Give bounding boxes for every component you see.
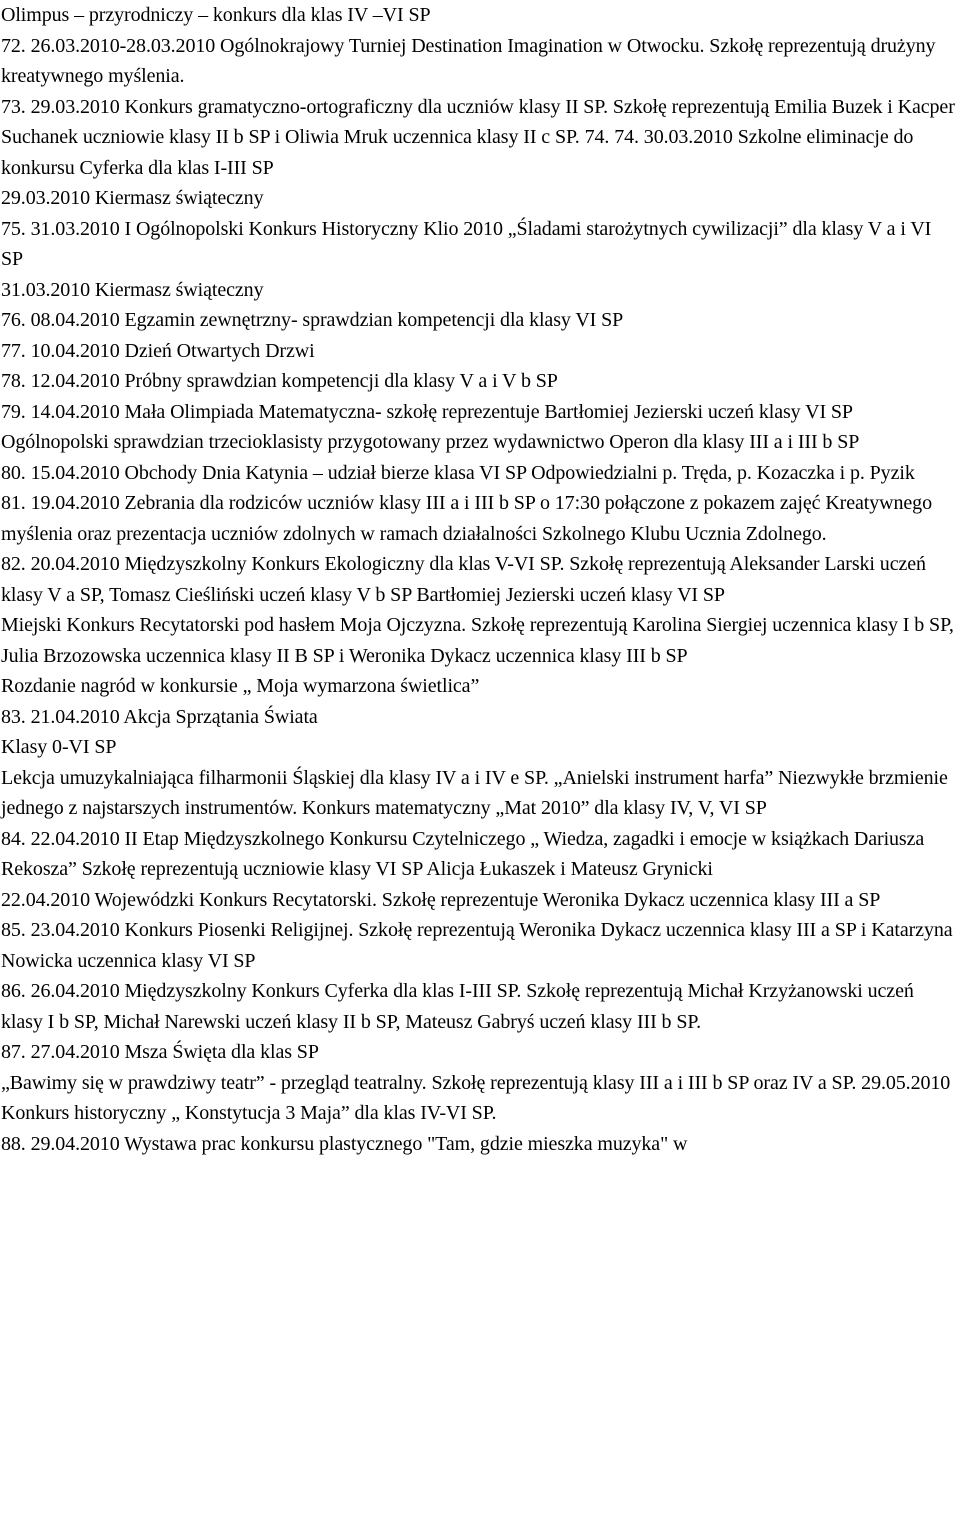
paragraph-sprawdzian-operon: Ogólnopolski sprawdzian trzecioklasisty przygotowany przez wydawnictwo Operon dla klasy III a i III b SP <box>1 431 860 453</box>
paragraph-item-82: 82. 20.04.2010 Międzyszkolny Konkurs Ekologiczny dla klas V-VI SP. Szkołę reprezentują Aleksander Larski uczeń klasy V a SP, Tomasz Cieśliński uczeń klasy V b SP Bartłomiej Jezierski uczeń klasy VI SP <box>1 553 926 606</box>
paragraph-item-88: 88. 29.04.2010 Wystawa prac konkursu plastycznego "Tam, gdzie mieszka muzyka" w <box>1 1132 688 1155</box>
paragraph-wojewodzki-konkurs: 22.04.2010 Wojewódzki Konkurs Recytatorski. Szkołę reprezentuje Weronika Dykacz uczennica klasy III a SP <box>1 888 881 911</box>
paragraph-kiermasz-31: 31.03.2010 Kiermasz świąteczny <box>1 278 264 301</box>
paragraph-item-76: 76. 08.04.2010 Egzamin zewnętrzny- sprawdzian kompetencji dla klasy VI SP <box>1 309 624 331</box>
paragraph-item-85: 85. 23.04.2010 Konkurs Piosenki Religijnej. Szkołę reprezentują Weronika Dykacz uczennica klasy III a SP i Katarzyna Nowicka uczennica klasy VI SP <box>1 919 953 972</box>
paragraph-item-79: 79. 14.04.2010 Mała Olimpiada Matematyczna- szkołę reprezentuje Bartłomiej Jezierski uczeń klasy VI SP <box>1 400 853 423</box>
paragraph-item-84: 84. 22.04.2010 II Etap Międzyszkolnego Konkursu Czytelniczego „ Wiedza, zagadki i emocje w książkach Dariusza Rekosza” Szkołę reprezentują uczniowie klasy VI SP Alicja Łukaszek i Mateusz Grynicki <box>1 827 925 880</box>
paragraph-kiermasz-29: 29.03.2010 Kiermasz świąteczny <box>1 187 264 209</box>
paragraph-item-72: 72. 26.03.2010-28.03.2010 Ogólnokrajowy Turniej Destination Imagination w Otwocku. Szkołę reprezentują drużyny kreatywnego myślenia. <box>1 34 936 87</box>
paragraph-item-78: 78. 12.04.2010 Próbny sprawdzian kompetencji dla klasy V a i V b SP <box>1 370 558 392</box>
paragraph-item-73-74: 73. 29.03.2010 Konkurs gramatyczno-ortograficzny dla uczniów klasy II SP. Szkołę reprezentują Emilia Buzek i Kacper Suchanek uczniowie klasy II b SP i Oliwia Mruk uczennica klasy II c SP. 74. 74. 30.03.2010 Szkolne eliminacje do konkursu Cyferka dla klas I-III SP <box>1 95 955 179</box>
paragraph-item-75: 75. 31.03.2010 I Ogólnopolski Konkurs Historyczny Klio 2010 „Śladami starożytnych cywilizacji” dla klasy V a i VI SP <box>1 217 932 270</box>
paragraph-bawimy-sie: „Bawimy się w prawdziwy teatr” - przegląd teatralny. Szkołę reprezentują klasy III a i III b SP oraz IV a SP. 29.05.2010 Konkurs historyczny „ Konstytucja 3 Maja” dla klas IV-VI SP. <box>1 1071 951 1124</box>
paragraph-item-81: 81. 19.04.2010 Zebrania dla rodziców uczniów klasy III a i III b SP o 17:30 połączone z pokazem zajęć Kreatywnego myślenia oraz prezentacja uczniów zdolnych w ramach działalności Szkolnego Klubu Ucznia Zdolnego. <box>1 492 932 545</box>
paragraph-miejski-konkurs: Miejski Konkurs Recytatorski pod hasłem Moja Ojczyzna. Szkołę reprezentują Karolina Siergiej uczennica klasy I b SP, Julia Brzozowska uczennica klasy II B SP i Weronika Dykacz uczennica klasy III b SP <box>1 614 954 667</box>
paragraph-item-83: 83. 21.04.2010 Akcja Sprzątania Świata <box>1 705 318 728</box>
paragraph-olimpus: Olimpus – przyrodniczy – konkurs dla klas IV –VI SP <box>1 4 431 26</box>
paragraph-item-77: 77. 10.04.2010 Dzień Otwartych Drzwi <box>1 339 315 362</box>
paragraph-item-87: 87. 27.04.2010 Msza Święta dla klas SP <box>1 1041 319 1063</box>
paragraph-item-80: 80. 15.04.2010 Obchody Dnia Katynia – udział bierze klasa VI SP Odpowiedzialni p. Tręda, p. Kozaczka i p. Pyzik <box>1 461 915 484</box>
paragraph-item-86: 86. 26.04.2010 Międzyszkolny Konkurs Cyferka dla klas I-III SP. Szkołę reprezentują Michał Krzyżanowski uczeń klasy I b SP, Michał Narewski uczeń klasy II b SP, Mateusz Gabryś uczeń klasy III b SP. <box>1 980 914 1033</box>
paragraph-rozdanie-nagrod: Rozdanie nagród w konkursie „ Moja wymarzona świetlica” <box>1 675 480 697</box>
paragraph-lekcja-filharmonii: Lekcja umuzykalniająca filharmonii Śląskiej dla klasy IV a i IV e SP. „Anielski instrument harfa” Niezwykłe brzmienie jednego z najstarszych instrumentów. Konkurs matematyczny „Mat 2010” dla klasy IV, V, VI SP <box>1 766 948 819</box>
paragraph-klasy-0-vi: Klasy 0-VI SP <box>1 736 117 758</box>
